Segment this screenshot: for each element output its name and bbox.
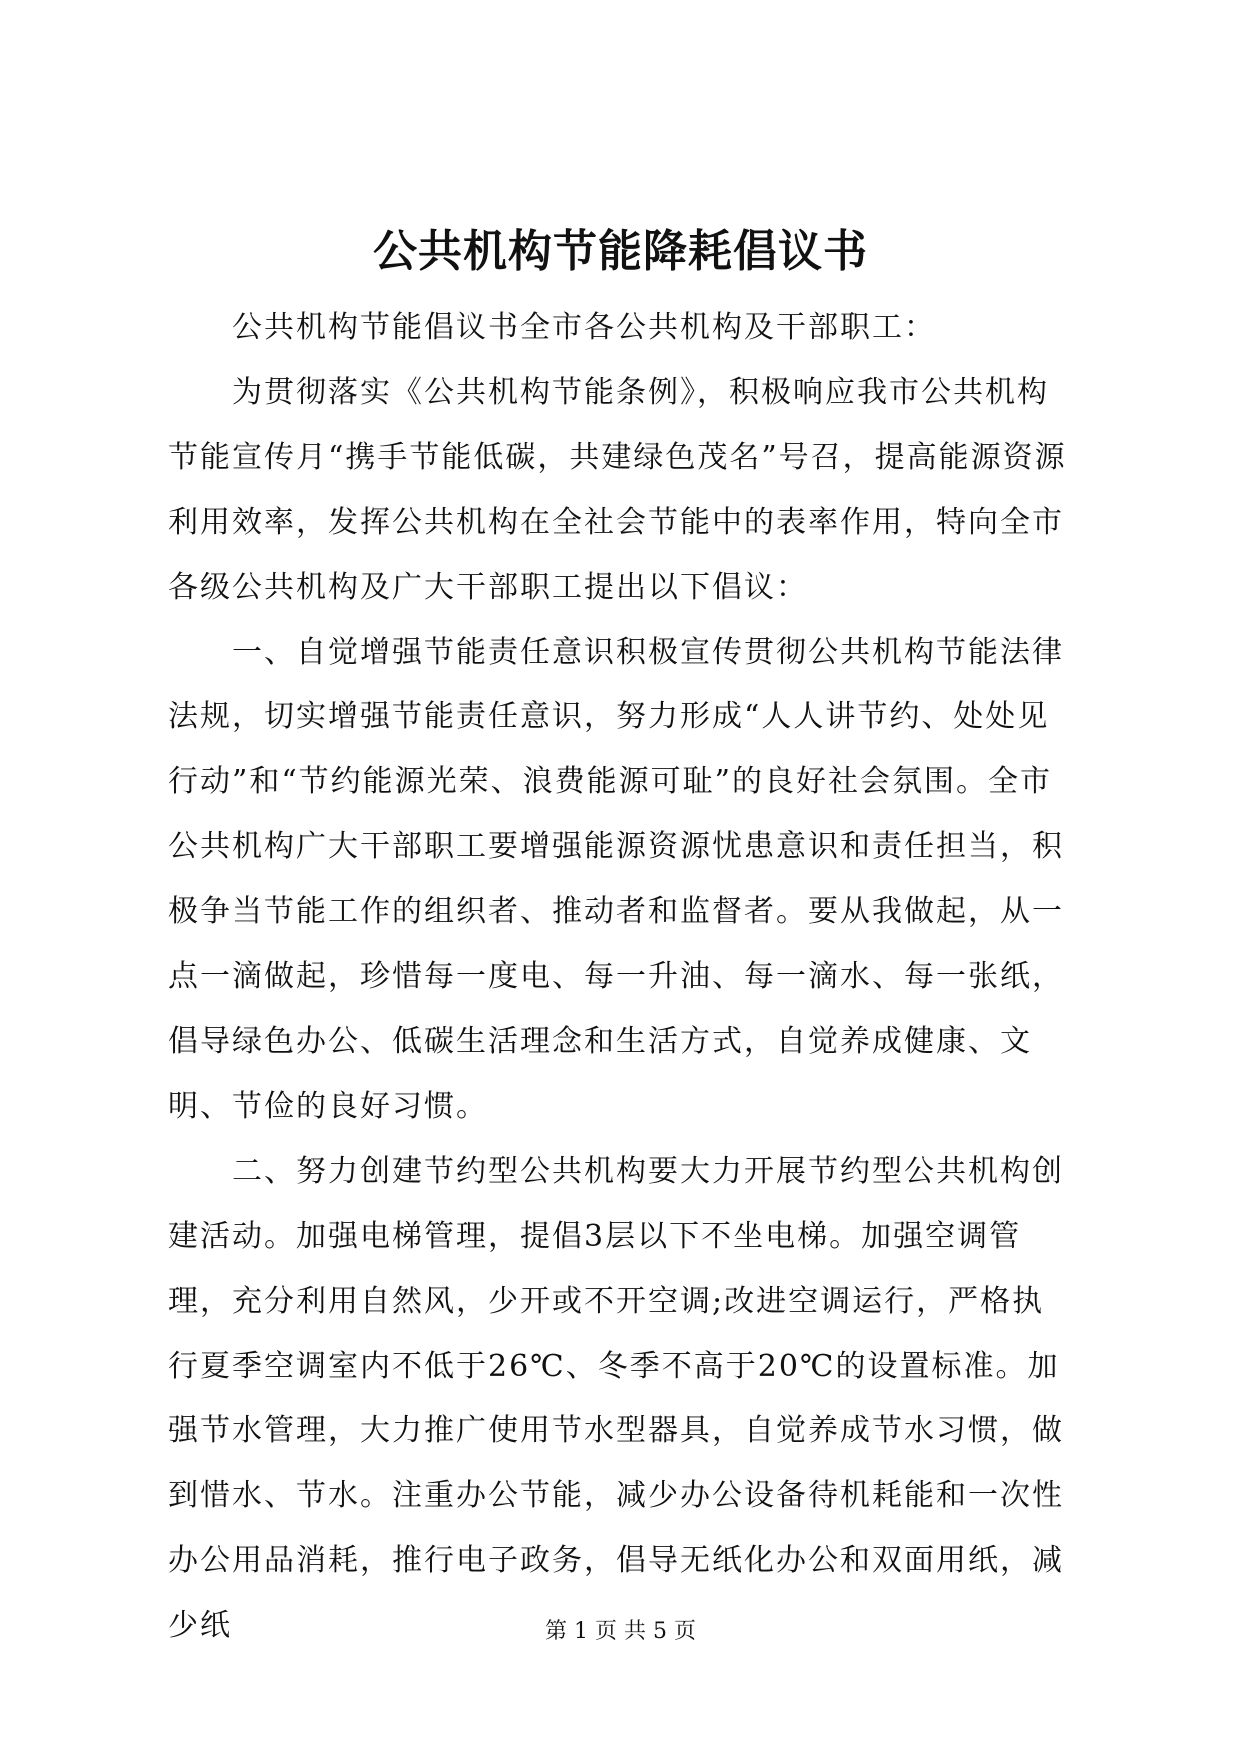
- document-title: 公共机构节能降耗倡议书: [373, 226, 868, 277]
- paragraph-salutation: 公共机构节能倡议书全市各公共机构及干部职工：: [232, 310, 936, 345]
- paragraph-proposal-two: 二、努力创建节约型公共机构要大力开展节约型公共机构创建活动。加强电梯管理，提倡3层以下不坐电梯。加强空调管理，充分利用自然风，少开或不开空调;改进空调运行，严格执行夏季空调室内不低于26℃、冬季不高于20℃的设置标准。加强节水管理，大力推广使用节水型器具，自觉养成节水习惯，做到惜水、节水。注重办公节能，减少办公设备待机耗能和一次性办公用品消耗，推行电子政务，倡导无纸化办公和双面用纸，减少纸: [168, 1153, 1064, 1644]
- paragraph-intro: 为贯彻落实《公共机构节能条例》，积极响应我市公共机构节能宣传月“携手节能低碳，共建绿色茂名”号召，提高能源资源利用效率，发挥公共机构在全社会节能中的表率作用，特向全市各级公共机构及广大干部职工提出以下倡议：: [168, 374, 1067, 605]
- paragraph-proposal-one: 一、自觉增强节能责任意识积极宣传贯彻公共机构节能法律法规，切实增强节能责任意识，努力形成“人人讲节约、处处见行动”和“节约能源光荣、浪费能源可耻”的良好社会氛围。全市公共机构广大干部职工要增强能源资源忧患意识和责任担当，积极争当节能工作的组织者、推动者和监督者。要从我做起，从一点一滴做起，珍惜每一度电、每一升油、每一滴水、每一张纸，倡导绿色办公、低碳生活理念和生活方式，自觉养成健康、文明、节俭的良好习惯。: [168, 634, 1064, 1124]
- document-body: [168, 296, 1074, 1659]
- page-footer: 第 1 页 共 5 页: [545, 1619, 696, 1644]
